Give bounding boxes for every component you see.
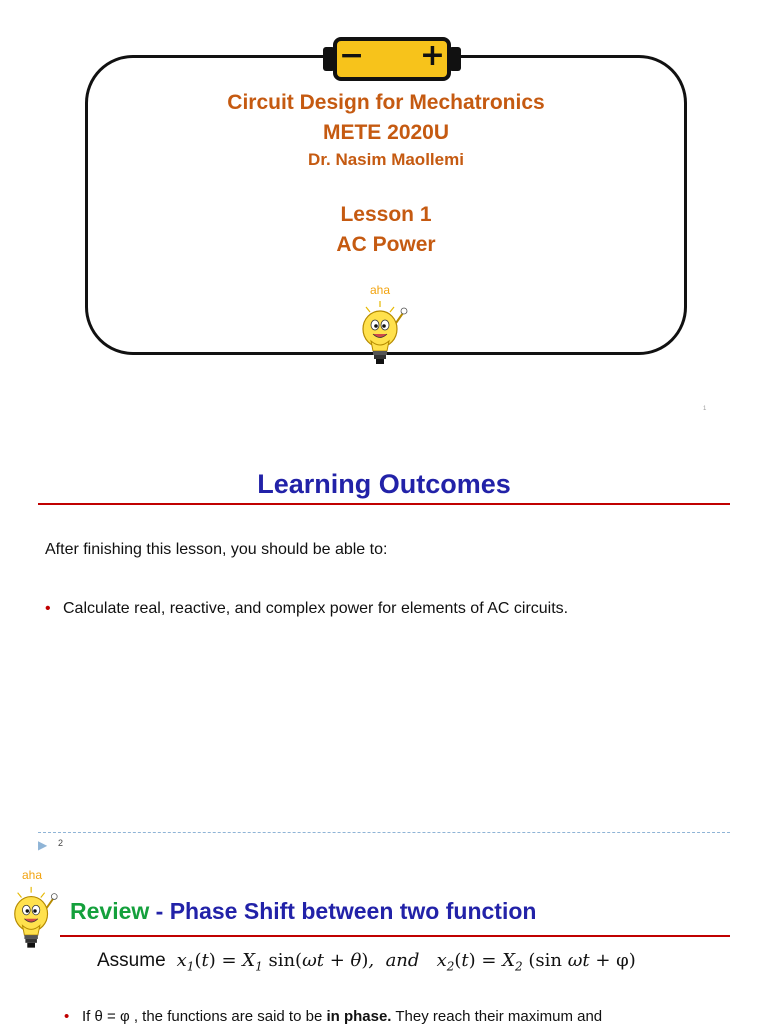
list-item — [64, 1008, 602, 1024]
list-item-text: If θ = φ , the functions are said to be — [82, 1008, 327, 1024]
bullet-dot-icon: • — [64, 1008, 70, 1024]
play-arrow-icon: ▶ — [38, 838, 48, 852]
intro-text: After finishing this lesson, you should be able to: — [45, 541, 388, 558]
assume-word: Assume — [97, 950, 166, 971]
bullet-dot-icon: • — [45, 600, 51, 617]
assume-equation — [97, 950, 636, 974]
battery-plus-sign: + — [419, 38, 445, 73]
title-underline — [38, 503, 730, 505]
course-title: Circuit Design for Mechatronics — [227, 91, 545, 114]
list-item-text-end: They reach their maximum and — [391, 1008, 603, 1024]
instructor-name: Dr. Nasim Maollemi — [308, 150, 464, 169]
slide-title: Learning Outcomes — [257, 469, 511, 499]
battery-minus-sign: − — [339, 38, 365, 73]
lesson-topic: AC Power — [336, 233, 436, 256]
aha-label: aha — [21, 868, 43, 882]
list-item — [45, 600, 568, 618]
slide-footer-divider — [38, 832, 730, 833]
list-item-bold-text: in phase. — [326, 1008, 392, 1024]
slide-number: 2 — [58, 838, 64, 848]
title-block — [85, 88, 687, 260]
slide-number: 1 — [703, 406, 707, 412]
lesson-number: Lesson 1 — [340, 203, 432, 226]
aha-lightbulb-icon — [8, 868, 62, 954]
title-slide — [0, 0, 768, 430]
title-underline — [60, 935, 730, 937]
slide-title — [70, 896, 536, 926]
battery-terminal-right — [449, 47, 461, 71]
course-code: METE 2020U — [322, 121, 450, 144]
equation-x1: $x_1(t) = X_1$ sin(ωt + θ), and $x_2(t) = X_2$ (sin ωt + φ) — [170, 950, 636, 974]
review-label: Review — [70, 898, 150, 924]
list-item-text: Calculate real, reactive, and complex power for elements of AC circuits. — [63, 600, 569, 617]
review-slide — [0, 862, 768, 1024]
learning-outcomes-slide — [0, 445, 768, 855]
battery-icon — [323, 37, 461, 81]
aha-lightbulb-icon — [356, 283, 412, 369]
aha-label: aha — [369, 283, 391, 297]
review-topic: - Phase Shift between two function — [149, 898, 537, 924]
